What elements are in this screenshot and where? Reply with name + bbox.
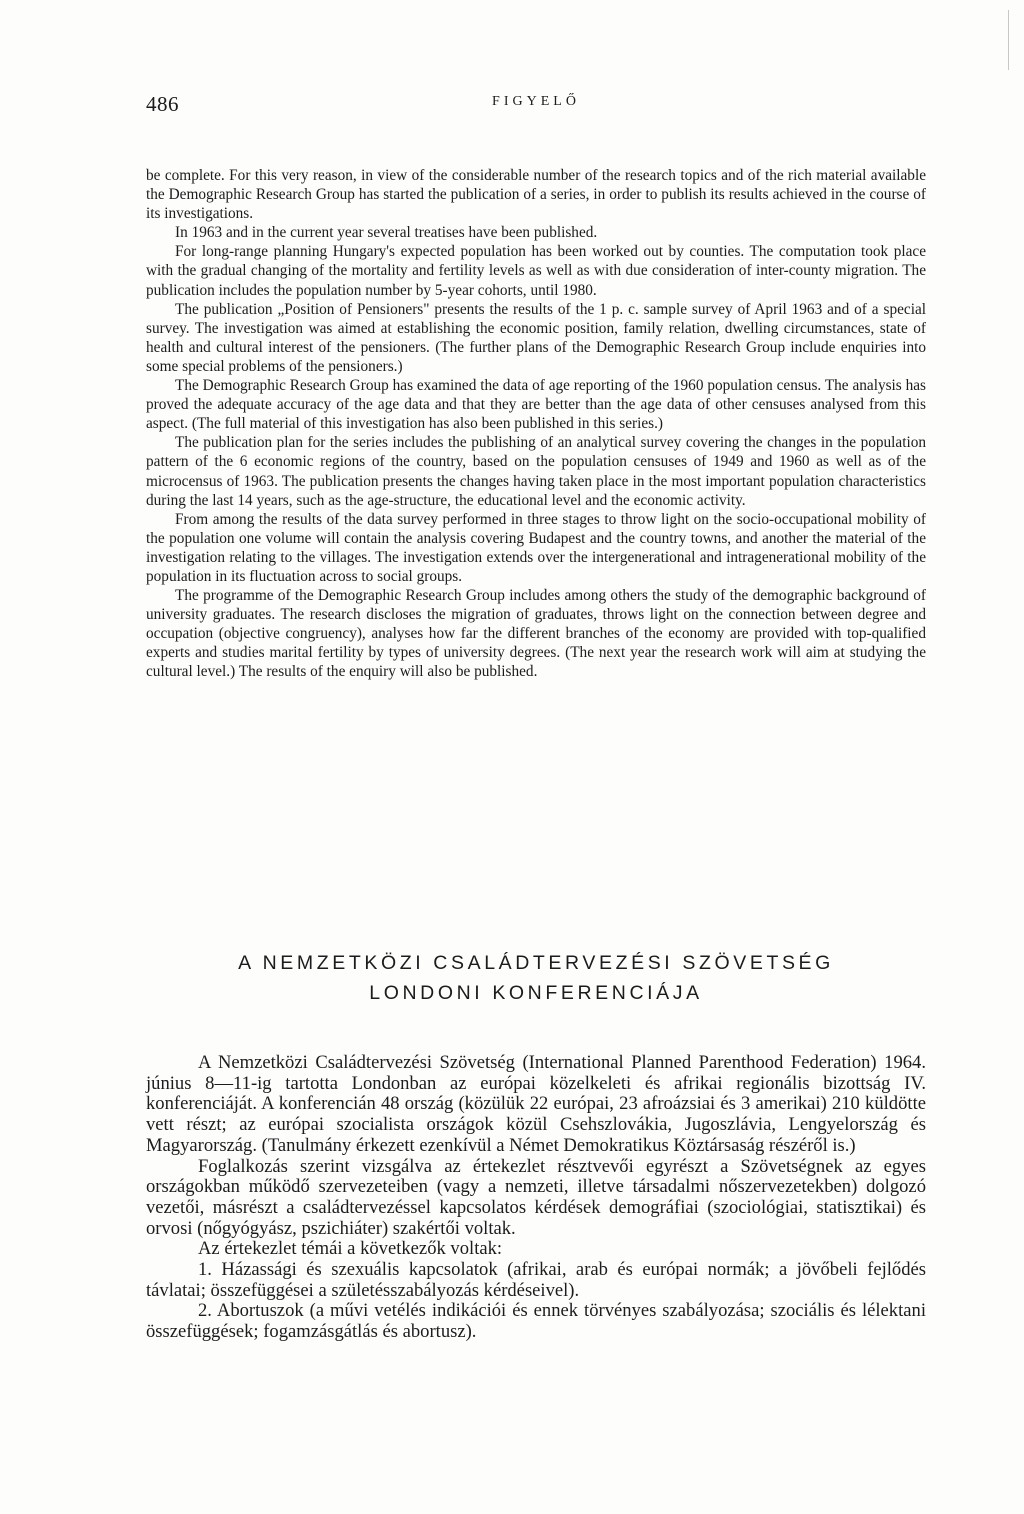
paragraph: From among the results of the data survey performed in three stages to throw light on the socio-occupational mobility of the population one volume will contain the analysis covering Budapest and the country towns, and another the material of the investigation relating to the villages. The investigation extends over the intergenerational and intragenerational mobility of the population in its fluctuation across to social groups.	[146, 510, 926, 585]
scan-edge-line	[1008, 10, 1009, 70]
paragraph: The programme of the Demographic Research Group includes among others the study of the demographic background of university graduates. The research discloses the migration of graduates, throws light on the connection between degree and occupation (objective congruency), analyses how far the different branches of the economy are provided with top-qualified experts and studies marital fertility by types of university degrees. (The next year the research work will aim at studying the cultural level.) The results of the enquiry will also be published.	[146, 587, 926, 681]
paragraph: be complete. For this very reason, in view of the considerable number of the research topics and of the rich material available the Demographic Research Group has started the publication of a series, in order to publish its results achieved in the course of its investigations.	[146, 167, 926, 223]
paragraph: The publication plan for the series includes the publishing of an analytical survey covering the changes in the population pattern of the 6 economic regions of the country, based on the population censuses of 1949 and 1960 as well as of the microcensus of 1963. The publication presents the changes having taken place in the most important population characteristics during the last 14 years, such as the age-structure, the educational level and the economic activity.	[146, 434, 926, 509]
section-title	[146, 948, 926, 1008]
paragraph: In 1963 and in the current year several treatises have been published.	[175, 224, 598, 242]
running-title: FIGYELŐ	[492, 94, 580, 109]
paragraph: Foglalkozás szerint vizsgálva az értekezlet résztvevői egyrészt a Szövetségnek az egyes országokban működő szervezeteiben (vagy a nemzeti, illetve társadalmi nőszervezetekben) dolgozó vezetői, másrészt a családtervezéssel kapcsolatos kérdések demográfiai (szociológiai, statisztikai) és orvosi (nőgyógyász, pszichiáter) szakértői voltak.	[146, 1155, 926, 1239]
paragraph: Az értekezlet témái a következők voltak:	[198, 1238, 503, 1260]
section-title-line-2: LONDONI KONFERENCIÁJA	[369, 982, 703, 1004]
page-header	[146, 92, 926, 122]
list-item: 2. Abortuszok (a művi vetélés indikációi és ennek törvényes szabályozása; szociális és lélektani összefüggések; fogamzásgátlás és abortusz).	[146, 1300, 926, 1343]
paragraph: The publication „Position of Pensioners" presents the results of the 1 p. c. sample survey of April 1963 and of a special survey. The investigation was aimed at establishing the economic position, family relation, dwelling circumstances, state of health and cultural interest of the pensioners. (The further plans of the Demographic Research Group include enquiries into some special problems of the pensioners.)	[146, 300, 926, 375]
paragraph: A Nemzetközi Családtervezési Szövetség (International Planned Parenthood Federation) 1964. június 8—11-ig tartotta Londonban az európai közelkeleti és afrikai regionális bizottság IV. konferenciáját. A konferencián 48 ország (közülük 22 európai, 23 afroázsiai és 3 amerikai) 210 küldötte vett részt; az európai szocialista országok közül Csehszlovákia, Jugoszlávia, Lengyelország és Magyarország. (Tanulmány érkezett ezenkívül a Német Demokratikus Köztársaság részéről is.)	[146, 1052, 926, 1156]
section-title-line-1: A NEMZETKÖZI CSALÁDTERVEZÉSI SZÖVETSÉG	[238, 952, 834, 974]
hungarian-section	[146, 1053, 926, 1343]
paragraph: The Demographic Research Group has examined the data of age reporting of the 1960 population census. The analysis has proved the adequate accuracy of the age data and that they are better than the age data of other censuses analysed from this aspect. (The full material of this investigation has also been published in this series.)	[146, 377, 926, 433]
list-item: 1. Házassági és szexuális kapcsolatok (afrikai, arab és európai normák; a jövőbeli fejlődés távlatai; összefüggései a születésszabályozás kérdéseivel).	[146, 1259, 926, 1301]
page-number: 486	[146, 92, 179, 116]
english-section	[146, 166, 926, 682]
paragraph: For long-range planning Hungary's expected population has been worked out by counties. The computation took place with the gradual changing of the mortality and fertility levels as well as with due consideration of inter-county migration. The publication includes the population number by 5-year cohorts, until 1980.	[146, 243, 926, 299]
